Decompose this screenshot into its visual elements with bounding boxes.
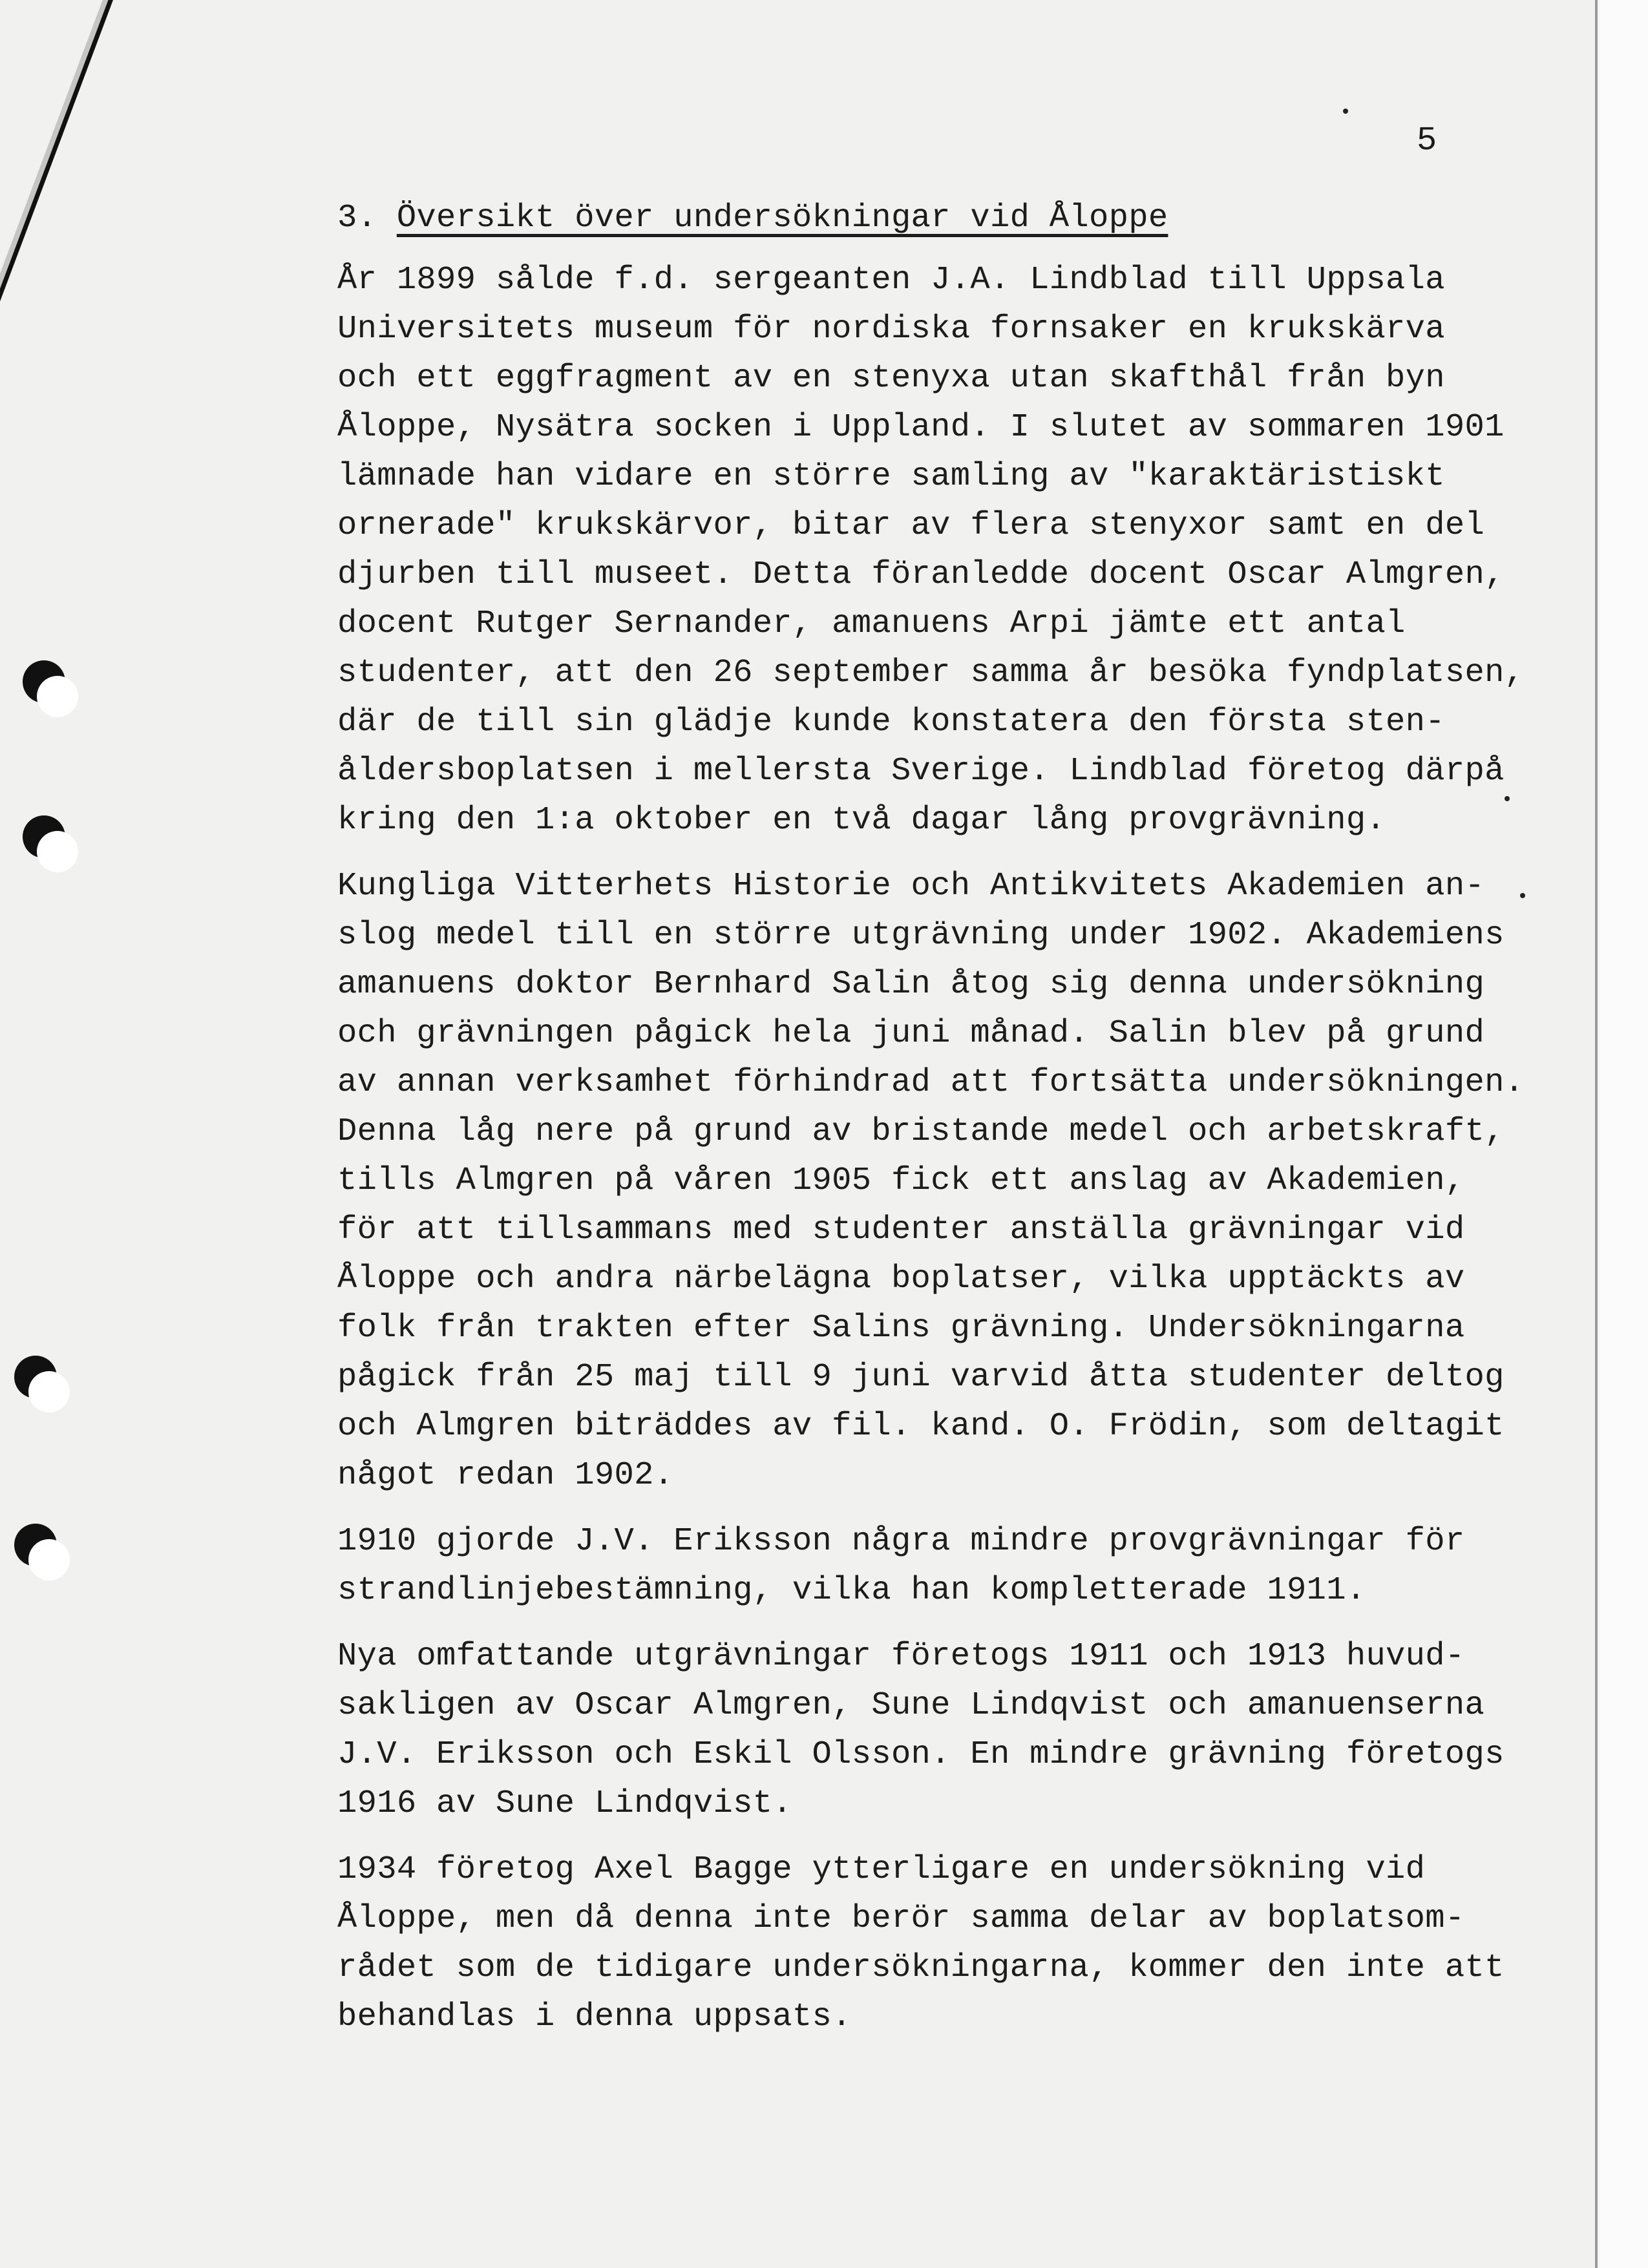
paragraph bbox=[337, 1517, 1565, 1615]
text-line: tills Almgren på våren 1905 fick ett anslag av Akademien, bbox=[337, 1162, 1465, 1199]
text-line: och Almgren biträddes av fil. kand. O. Frödin, som deltagit bbox=[337, 1408, 1505, 1445]
text-line: åldersboplatsen i mellersta Sverige. Lindblad företog därpå bbox=[337, 753, 1505, 790]
paragraph bbox=[337, 862, 1565, 1500]
punch-hole bbox=[14, 1356, 57, 1398]
text-line: Åloppe och andra närbelägna boplatser, vilka upptäckts av bbox=[337, 1261, 1465, 1297]
text-line: J.V. Eriksson och Eskil Olsson. En mindre grävning företogs bbox=[337, 1736, 1505, 1773]
section-title: Översikt över undersökningar vid Åloppe bbox=[396, 200, 1168, 236]
text-line: docent Rutger Sernander, amanuens Arpi jämte ett antal bbox=[337, 605, 1406, 642]
scan-margin bbox=[1600, 0, 1648, 2268]
text-line: pågick från 25 maj till 9 juni varvid åtta studenter deltog bbox=[337, 1359, 1505, 1396]
page-number: 5 bbox=[1417, 121, 1437, 160]
paragraph bbox=[337, 256, 1565, 845]
paragraph bbox=[337, 1632, 1565, 1829]
section-number: 3. bbox=[337, 200, 397, 236]
punch-hole bbox=[23, 660, 65, 703]
text-line: amanuens doktor Bernhard Salin åtog sig denna undersökning bbox=[337, 966, 1485, 1003]
text-line: 1934 företog Axel Bagge ytterligare en undersökning vid bbox=[337, 1851, 1426, 1888]
text-line: Denna låg nere på grund av bristande medel och arbetskraft, bbox=[337, 1113, 1505, 1150]
text-line: År 1899 sålde f.d. sergeanten J.A. Lindblad till Uppsala bbox=[337, 262, 1445, 299]
text-line: och ett eggfragment av en stenyxa utan skafthål från byn bbox=[337, 360, 1445, 397]
paragraph bbox=[337, 1845, 1565, 2042]
text-line: av annan verksamhet förhindrad att fortsätta undersökningen. bbox=[337, 1064, 1525, 1101]
text-line: för att tillsammans med studenter anställa grävningar vid bbox=[337, 1212, 1465, 1248]
text-line: Universitets museum för nordiska fornsaker en krukskärva bbox=[337, 311, 1445, 348]
section-heading bbox=[337, 194, 1565, 243]
punch-hole bbox=[14, 1524, 57, 1566]
text-line: kring den 1:a oktober en två dagar lång provgrävning. bbox=[337, 802, 1386, 839]
text-line: ornerade" krukskärvor, bitar av flera stenyxor samt en del bbox=[337, 507, 1485, 544]
text-line: rådet som de tidigare undersökningarna, kommer den inte att bbox=[337, 1949, 1505, 1986]
punch-hole bbox=[23, 815, 65, 858]
text-line: Kungliga Vitterhets Historie och Antikvitets Akademien an- bbox=[337, 868, 1485, 905]
text-line: studenter, att den 26 september samma år besöka fyndplatsen, bbox=[337, 655, 1525, 691]
text-line: där de till sin glädje kunde konstatera den första sten- bbox=[337, 704, 1445, 740]
text-line: slog medel till en större utgrävning under 1902. Akademiens bbox=[337, 917, 1505, 954]
text-line: och grävningen pågick hela juni månad. Salin blev på grund bbox=[337, 1015, 1485, 1052]
text-line: något redan 1902. bbox=[337, 1457, 674, 1494]
text-line: 1916 av Sune Lindqvist. bbox=[337, 1785, 792, 1822]
document-body bbox=[337, 194, 1565, 2059]
text-line: lämnade han vidare en större samling av "karaktäristiskt bbox=[337, 458, 1445, 495]
text-line: Åloppe, Nysätra socken i Uppland. I slutet av sommaren 1901 bbox=[337, 409, 1505, 446]
text-line: Nya omfattande utgrävningar företogs 1911 och 1913 huvud- bbox=[337, 1638, 1465, 1675]
text-line: behandlas i denna uppsats. bbox=[337, 1999, 852, 2035]
speck bbox=[1343, 109, 1348, 114]
text-line: sakligen av Oscar Almgren, Sune Lindqvist och amanuenserna bbox=[337, 1687, 1485, 1724]
binder-fold-line bbox=[0, 0, 129, 504]
text-line: 1910 gjorde J.V. Eriksson några mindre provgrävningar för bbox=[337, 1523, 1465, 1560]
text-line: djurben till museet. Detta föranledde docent Oscar Almgren, bbox=[337, 556, 1505, 593]
text-line: folk från trakten efter Salins grävning. Undersökningarna bbox=[337, 1310, 1465, 1347]
text-line: strandlinjebestämning, vilka han kompletterade 1911. bbox=[337, 1572, 1366, 1609]
text-line: Åloppe, men då denna inte berör samma delar av boplatsom- bbox=[337, 1900, 1465, 1937]
